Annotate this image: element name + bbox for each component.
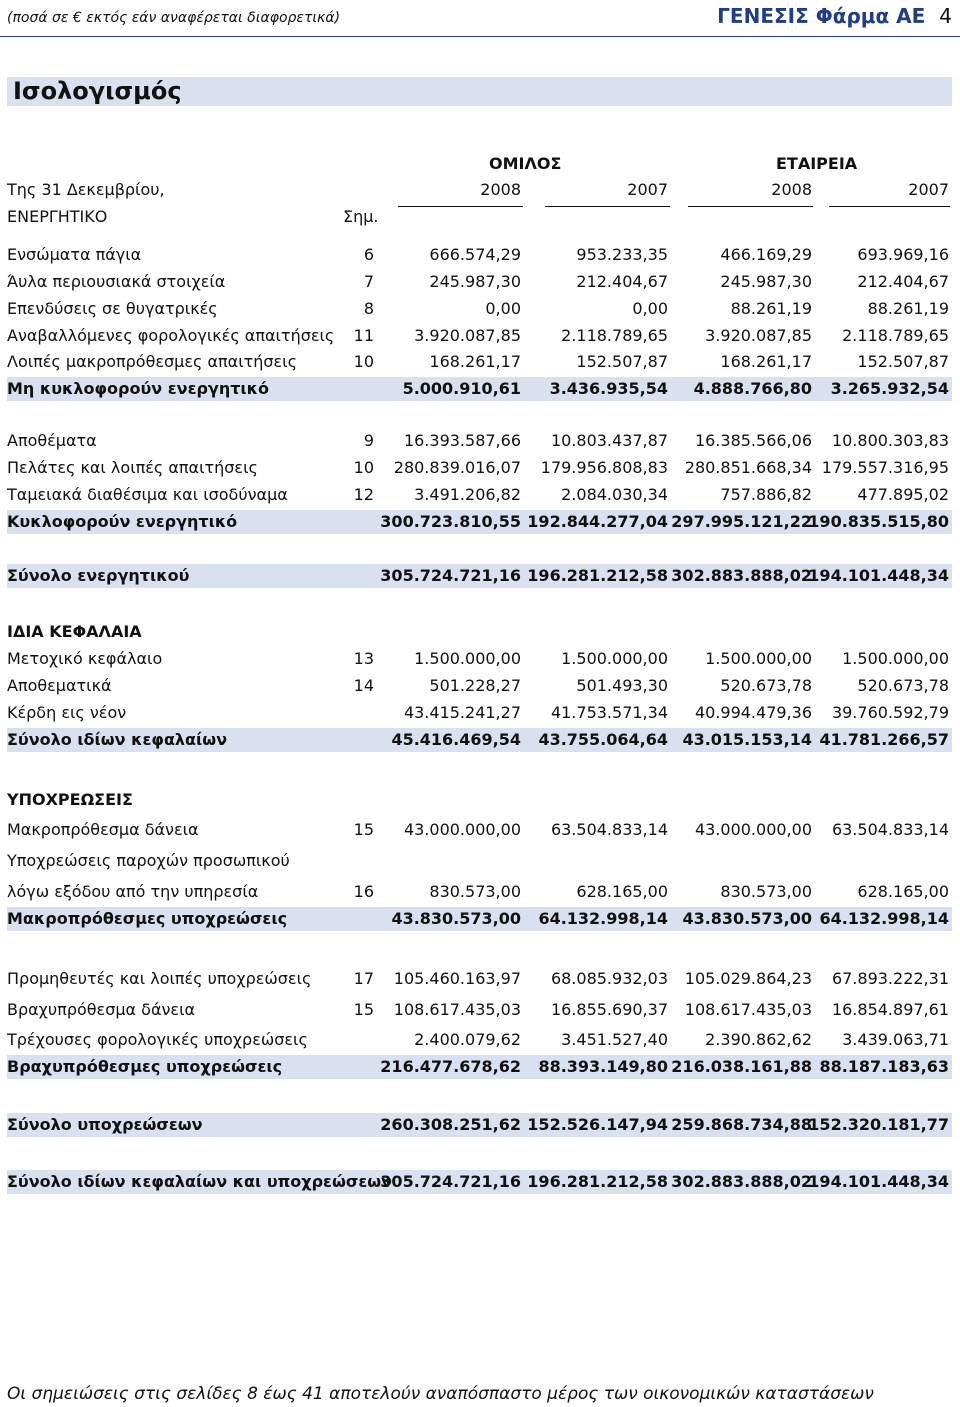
row-value-col-1: 43.830.573,00 bbox=[391, 909, 521, 928]
row-value-col-4: 3.439.063,71 bbox=[842, 1030, 949, 1049]
row-value-col-3: 302.883.888,02 bbox=[671, 1172, 812, 1191]
row-value-col-4: 693.969,16 bbox=[857, 245, 949, 264]
row-label: Μετοχικό κεφάλαιο bbox=[7, 649, 163, 668]
row-note: 10 bbox=[353, 352, 374, 371]
row-value-col-3: 245.987,30 bbox=[720, 272, 812, 291]
row-label: Σύνολο ενεργητικού bbox=[7, 566, 190, 585]
header-rule bbox=[0, 36, 960, 37]
row-value-col-3: 43.000.000,00 bbox=[694, 820, 812, 839]
table-row bbox=[0, 998, 960, 1022]
row-value-col-4: 152.320.181,77 bbox=[808, 1115, 949, 1134]
table-row bbox=[0, 1028, 960, 1052]
row-value-col-3: 105.029.864,23 bbox=[684, 969, 812, 988]
row-label: Μακροπρόθεσμα δάνεια bbox=[7, 820, 199, 839]
row-value-col-4: 190.835.515,80 bbox=[808, 512, 949, 531]
row-value-col-1: 5.000.910,61 bbox=[402, 379, 521, 398]
row-label: Μακροπρόθεσμες υποχρεώσεις bbox=[7, 909, 288, 928]
row-value-col-1: 43.415.241,27 bbox=[403, 703, 521, 722]
row-note: 6 bbox=[363, 245, 374, 264]
row-value-col-1: 16.393.587,66 bbox=[403, 431, 521, 450]
row-value-col-4: 179.557.316,95 bbox=[821, 458, 949, 477]
row-value-col-2: 501.493,30 bbox=[576, 676, 668, 695]
header-row-years bbox=[0, 178, 960, 202]
row-value-col-4: 1.500.000,00 bbox=[842, 649, 949, 668]
row-label: ΙΔΙΑ ΚΕΦΑΛΑΙΑ bbox=[7, 622, 142, 641]
row-label: Αποθεματικά bbox=[7, 676, 112, 695]
footer-note: Οι σημειώσεις στις σελίδες 8 έως 41 αποτελούν αναπόσπαστο μέρος των οικονομικών καταστάσεων bbox=[7, 1384, 874, 1404]
row-label: Λοιπές μακροπρόθεσμες απαιτήσεις bbox=[7, 352, 297, 371]
row-value-col-4: 16.854.897,61 bbox=[831, 1000, 949, 1019]
table-row bbox=[0, 674, 960, 698]
table-row bbox=[0, 849, 960, 873]
row-value-col-3: 520.673,78 bbox=[720, 676, 812, 695]
row-note: 9 bbox=[363, 431, 374, 450]
row-value-col-3: 830.573,00 bbox=[720, 882, 812, 901]
row-value-col-2: 192.844.277,04 bbox=[527, 512, 668, 531]
row-value-col-2: 179.956.808,83 bbox=[540, 458, 668, 477]
title-bar bbox=[7, 77, 952, 106]
table-row bbox=[0, 701, 960, 725]
row-value-col-3: 757.886,82 bbox=[720, 485, 812, 504]
group-column-header: ΟΜΙΛΟΣ bbox=[489, 154, 562, 173]
row-value-col-2: 3.436.935,54 bbox=[549, 379, 668, 398]
row-label: Σύνολο ιδίων κεφαλαίων και υποχρεώσεων bbox=[7, 1172, 393, 1191]
row-label: Αναβαλλόμενες φορολογικές απαιτήσεις bbox=[7, 326, 335, 345]
row-value-col-3: 2.390.862,62 bbox=[705, 1030, 812, 1049]
table-row bbox=[0, 647, 960, 671]
row-value-col-4: 520.673,78 bbox=[857, 676, 949, 695]
page-number: 4 bbox=[939, 4, 952, 28]
table-row bbox=[0, 456, 960, 480]
row-value-col-1: 43.000.000,00 bbox=[403, 820, 521, 839]
row-value-col-4: 3.265.932,54 bbox=[830, 379, 949, 398]
table-row bbox=[0, 243, 960, 267]
row-value-col-3: 40.994.479,36 bbox=[694, 703, 812, 722]
row-label: Βραχυπρόθεσμα δάνεια bbox=[7, 1000, 196, 1019]
header-brand bbox=[717, 4, 952, 28]
row-value-col-2: 16.855.690,37 bbox=[550, 1000, 668, 1019]
row-value-col-3: 88.261,19 bbox=[730, 299, 812, 318]
table-row bbox=[0, 818, 960, 842]
year-col-3: 2008 bbox=[771, 180, 812, 199]
table-row bbox=[0, 788, 960, 812]
row-note: 11 bbox=[353, 326, 374, 345]
row-value-col-3: 280.851.668,34 bbox=[684, 458, 812, 477]
table-row bbox=[0, 350, 960, 374]
row-label: Ταμειακά διαθέσιμα και ισοδύναμα bbox=[7, 485, 288, 504]
row-value-col-1: 245.987,30 bbox=[429, 272, 521, 291]
row-value-col-2: 953.233,35 bbox=[576, 245, 668, 264]
row-value-col-4: 477.895,02 bbox=[857, 485, 949, 504]
row-label: Ενσώματα πάγια bbox=[7, 245, 142, 264]
row-value-col-4: 88.187.183,63 bbox=[819, 1057, 949, 1076]
row-value-col-4: 64.132.998,14 bbox=[819, 909, 949, 928]
table-row bbox=[0, 324, 960, 348]
row-note: 8 bbox=[363, 299, 374, 318]
company-column-header: ΕΤΑΙΡΕΙΑ bbox=[776, 154, 858, 173]
table-row bbox=[0, 297, 960, 321]
row-value-col-1: 3.920.087,85 bbox=[414, 326, 521, 345]
row-value-col-2: 152.526.147,94 bbox=[527, 1115, 668, 1134]
row-value-col-2: 64.132.998,14 bbox=[538, 909, 668, 928]
table-row bbox=[7, 377, 952, 401]
table-row bbox=[0, 483, 960, 507]
row-value-col-2: 43.755.064,64 bbox=[538, 730, 668, 749]
row-value-col-3: 108.617.435,03 bbox=[684, 1000, 812, 1019]
row-value-col-4: 39.760.592,79 bbox=[831, 703, 949, 722]
note-header: Σημ. bbox=[343, 207, 379, 226]
row-value-col-3: 3.920.087,85 bbox=[705, 326, 812, 345]
row-value-col-3: 4.888.766,80 bbox=[693, 379, 812, 398]
year-col-4: 2007 bbox=[908, 180, 949, 199]
row-note: 17 bbox=[353, 969, 374, 988]
row-label: Τρέχουσες φορολογικές υποχρεώσεις bbox=[7, 1030, 308, 1049]
row-value-col-1: 3.491.206,82 bbox=[414, 485, 521, 504]
row-value-col-4: 41.781.266,57 bbox=[819, 730, 949, 749]
row-value-col-3: 43.830.573,00 bbox=[682, 909, 812, 928]
row-value-col-2: 68.085.932,03 bbox=[550, 969, 668, 988]
row-label: Σύνολο υποχρεώσεων bbox=[7, 1115, 203, 1134]
row-note: 10 bbox=[353, 458, 374, 477]
row-value-col-1: 830.573,00 bbox=[429, 882, 521, 901]
date-label: Της 31 Δεκεμβρίου, bbox=[7, 180, 165, 199]
row-value-col-4: 88.261,19 bbox=[867, 299, 949, 318]
row-label: Κέρδη εις νέον bbox=[7, 703, 127, 722]
table-row bbox=[0, 270, 960, 294]
year-col-1: 2008 bbox=[480, 180, 521, 199]
row-value-col-2: 1.500.000,00 bbox=[561, 649, 668, 668]
row-value-col-2: 212.404,67 bbox=[576, 272, 668, 291]
row-value-col-1: 2.400.079,62 bbox=[414, 1030, 521, 1049]
table-row bbox=[7, 564, 952, 588]
row-value-col-2: 3.451.527,40 bbox=[561, 1030, 668, 1049]
row-note: 12 bbox=[353, 485, 374, 504]
brand-name: ΓΕΝΕΣΙΣ Φάρμα ΑΕ bbox=[717, 4, 926, 28]
row-value-col-4: 212.404,67 bbox=[857, 272, 949, 291]
row-note: 13 bbox=[353, 649, 374, 668]
row-value-col-2: 2.084.030,34 bbox=[561, 485, 668, 504]
row-label: Σύνολο ιδίων κεφαλαίων bbox=[7, 730, 228, 749]
row-label: Προμηθευτές και λοιπές υποχρεώσεις bbox=[7, 969, 312, 988]
row-value-col-4: 194.101.448,34 bbox=[808, 566, 949, 585]
row-value-col-4: 10.800.303,83 bbox=[831, 431, 949, 450]
row-value-col-1: 305.724.721,16 bbox=[380, 1172, 521, 1191]
row-value-col-1: 666.574,29 bbox=[429, 245, 521, 264]
row-value-col-1: 305.724.721,16 bbox=[380, 566, 521, 585]
row-value-col-1: 0,00 bbox=[485, 299, 521, 318]
row-note: 15 bbox=[353, 820, 374, 839]
row-label: Άυλα περιουσιακά στοιχεία bbox=[7, 272, 226, 291]
table-row bbox=[7, 1113, 952, 1137]
row-value-col-2: 2.118.789,65 bbox=[561, 326, 668, 345]
row-note: 16 bbox=[353, 882, 374, 901]
row-value-col-2: 196.281.212,58 bbox=[527, 566, 668, 585]
row-value-col-4: 63.504.833,14 bbox=[831, 820, 949, 839]
year-col-2: 2007 bbox=[627, 180, 668, 199]
row-value-col-2: 41.753.571,34 bbox=[550, 703, 668, 722]
header-note: (ποσά σε € εκτός εάν αναφέρεται διαφορετικά) bbox=[7, 10, 341, 26]
page-title: Ισολογισμός bbox=[13, 77, 182, 105]
row-value-col-1: 300.723.810,55 bbox=[380, 512, 521, 531]
row-label: Βραχυπρόθεσμες υποχρεώσεις bbox=[7, 1057, 283, 1076]
row-value-col-3: 216.038.161,88 bbox=[671, 1057, 812, 1076]
row-value-col-1: 216.477.678,62 bbox=[380, 1057, 521, 1076]
row-value-col-1: 260.308.251,62 bbox=[380, 1115, 521, 1134]
row-label: Επενδύσεις σε θυγατρικές bbox=[7, 299, 218, 318]
table-row bbox=[7, 1055, 952, 1079]
table-row bbox=[0, 620, 960, 644]
row-value-col-4: 67.893.222,31 bbox=[831, 969, 949, 988]
row-value-col-4: 152.507,87 bbox=[857, 352, 949, 371]
table-row bbox=[0, 429, 960, 453]
row-value-col-2: 10.803.437,87 bbox=[550, 431, 668, 450]
row-label: λόγω εξόδου από την υπηρεσία bbox=[7, 882, 259, 901]
table-row bbox=[0, 967, 960, 991]
row-value-col-3: 16.385.566,06 bbox=[694, 431, 812, 450]
row-label: Μη κυκλοφορούν ενεργητικό bbox=[7, 379, 270, 398]
row-value-col-4: 2.118.789,65 bbox=[842, 326, 949, 345]
row-value-col-1: 168.261,17 bbox=[429, 352, 521, 371]
row-value-col-3: 259.868.734,88 bbox=[671, 1115, 812, 1134]
row-value-col-1: 501.228,27 bbox=[429, 676, 521, 695]
row-value-col-1: 1.500.000,00 bbox=[414, 649, 521, 668]
row-note: 14 bbox=[353, 676, 374, 695]
row-value-col-3: 43.015.153,14 bbox=[682, 730, 812, 749]
row-label: Αποθέματα bbox=[7, 431, 97, 450]
row-value-col-2: 152.507,87 bbox=[576, 352, 668, 371]
row-value-col-3: 1.500.000,00 bbox=[705, 649, 812, 668]
row-label: ΥΠΟΧΡΕΩΣΕΙΣ bbox=[7, 790, 133, 809]
row-note: 15 bbox=[353, 1000, 374, 1019]
row-value-col-3: 302.883.888,02 bbox=[671, 566, 812, 585]
table-row bbox=[7, 907, 952, 931]
table-row bbox=[7, 728, 952, 752]
row-label: Κυκλοφορούν ενεργητικό bbox=[7, 512, 238, 531]
row-value-col-1: 45.416.469,54 bbox=[391, 730, 521, 749]
row-value-col-2: 88.393.149,80 bbox=[538, 1057, 668, 1076]
row-value-col-3: 466.169,29 bbox=[720, 245, 812, 264]
section-label: ΕΝΕΡΓΗΤΙΚΟ bbox=[7, 207, 108, 226]
row-label: Πελάτες και λοιπές απαιτήσεις bbox=[7, 458, 258, 477]
row-value-col-3: 297.995.121,22 bbox=[671, 512, 812, 531]
header-row-section bbox=[0, 205, 960, 229]
row-value-col-1: 280.839.016,07 bbox=[393, 458, 521, 477]
row-value-col-1: 105.460.163,97 bbox=[393, 969, 521, 988]
table-row bbox=[0, 880, 960, 904]
row-label: Υποχρεώσεις παροχών προσωπικού bbox=[7, 851, 290, 870]
row-value-col-2: 63.504.833,14 bbox=[550, 820, 668, 839]
row-value-col-4: 628.165,00 bbox=[857, 882, 949, 901]
row-note: 7 bbox=[363, 272, 374, 291]
row-value-col-2: 0,00 bbox=[632, 299, 668, 318]
row-value-col-4: 194.101.448,34 bbox=[808, 1172, 949, 1191]
table-row bbox=[7, 1170, 952, 1194]
row-value-col-1: 108.617.435,03 bbox=[393, 1000, 521, 1019]
row-value-col-3: 168.261,17 bbox=[720, 352, 812, 371]
row-value-col-2: 196.281.212,58 bbox=[527, 1172, 668, 1191]
row-value-col-2: 628.165,00 bbox=[576, 882, 668, 901]
table-row bbox=[7, 510, 952, 534]
